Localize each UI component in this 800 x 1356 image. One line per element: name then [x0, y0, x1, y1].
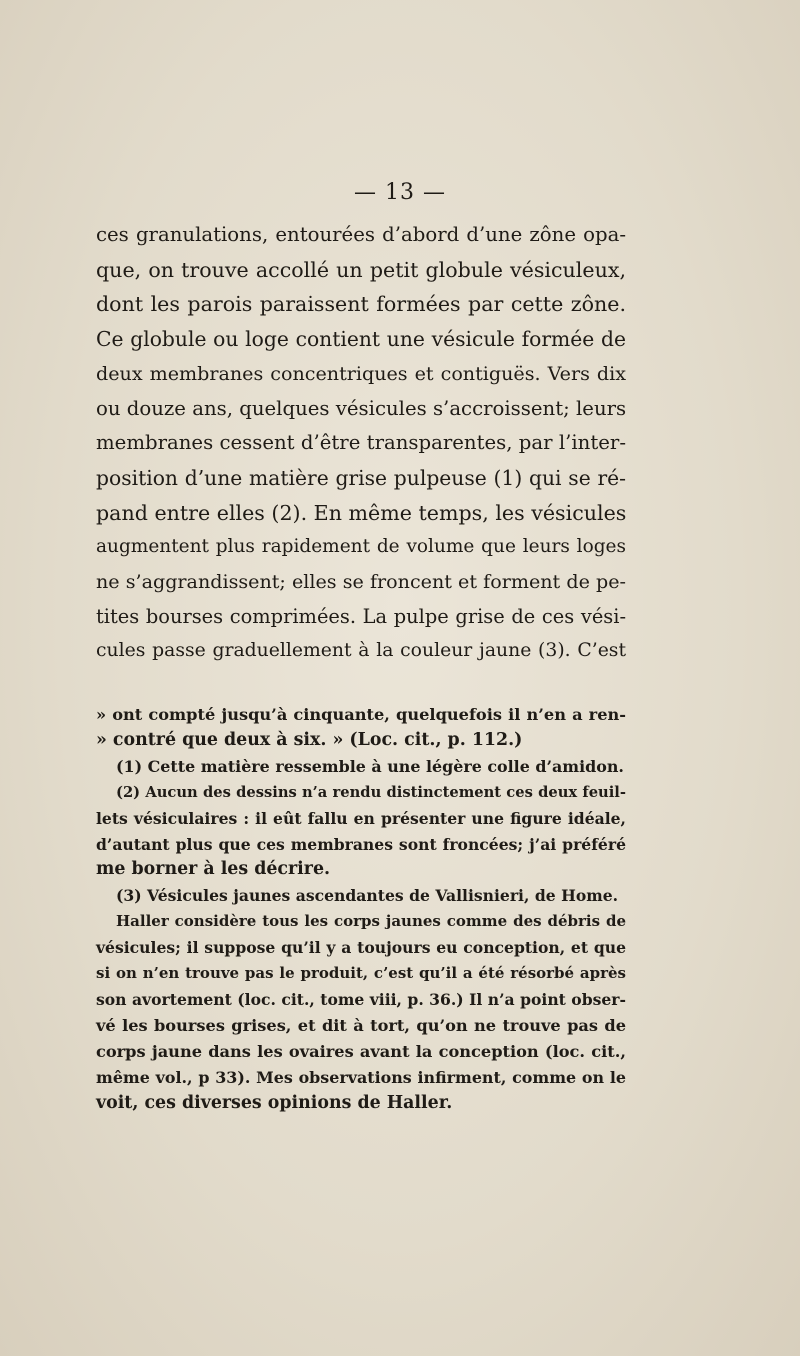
- footnote-line: voit, ces diverses opinions de Haller.: [96, 1092, 453, 1113]
- footnote-line: corps jaune dans les ovaires avant la conception (loc. cit.,: [96, 1041, 626, 1061]
- text-line: deux membranes concentriques et contiguës. Vers dix: [96, 361, 626, 385]
- footnote-line: si on n’en trouve pas le produit, c’est qu’il a été résorbé après: [96, 964, 626, 983]
- text-line: tites bourses comprimées. La pulpe grise de ces vési-: [96, 604, 626, 628]
- footnote-line: vé les bourses grises, et dit à tort, qu’on ne trouve pas de: [96, 1015, 626, 1035]
- text-line: pand entre elles (2). En même temps, les vésicules: [96, 500, 627, 525]
- footnote-line: même vol., p 33). Mes observations infirment, comme on le: [96, 1067, 626, 1087]
- text-line: augmentent plus rapidement de volume que leurs loges: [96, 536, 626, 558]
- footnotes-block: [96, 702, 626, 1117]
- footnote-line: d’autant plus que ces membranes sont froncées; j’ai préféré: [96, 834, 626, 854]
- main-text-block: [96, 218, 626, 669]
- text-line: que, on trouve accollé un petit globule vésiculeux,: [96, 257, 626, 282]
- text-line: dont les parois paraissent formées par cette zône.: [96, 292, 626, 317]
- footnote-line: vésicules; il suppose qu’il y a toujours eu conception, et que: [96, 938, 626, 958]
- page-number: — 13 —: [354, 180, 446, 205]
- footnote-line: son avortement (loc. cit., tome viii, p. 36.) Il n’a point obser-: [96, 989, 626, 1009]
- footnote-line: (1) Cette matière ressemble à une légère colle d’amidon.: [116, 756, 624, 776]
- footnote-line: » ont compté jusqu’à cinquante, quelquefois il n’en a ren-: [96, 705, 626, 724]
- text-line: ou douze ans, quelques vésicules s’accroissent; leurs: [96, 396, 627, 420]
- text-line: cules passe graduellement à la couleur jaune (3). C’est: [96, 640, 626, 662]
- footnote-line: me borner à les décrire.: [96, 859, 331, 880]
- text-line: ne s’aggrandissent; elles se froncent et forment de pe-: [96, 570, 626, 594]
- footnote-line: (3) Vésicules jaunes ascendantes de Vallisnieri, de Home.: [116, 886, 619, 906]
- footnote-line: (2) Aucun des dessins n’a rendu distinctement ces deux feuil-: [116, 783, 626, 801]
- text-line: position d’une matière grise pulpeuse (1) qui se ré-: [96, 465, 626, 490]
- footnote-line: » contré que deux à six. » (Loc. cit., p. 112.): [96, 729, 523, 750]
- footnote-line: Haller considère tous les corps jaunes comme des débris de: [116, 912, 626, 931]
- text-line: ces granulations, entourées d’abord d’une zône opa-: [96, 223, 626, 246]
- footnote-line: lets vésiculaires : il eût fallu en présenter une figure idéale,: [96, 808, 626, 828]
- text-line: Ce globule ou loge contient une vésicule formée de: [96, 327, 626, 352]
- text-line: membranes cessent d’être transparentes, par l’inter-: [96, 431, 626, 455]
